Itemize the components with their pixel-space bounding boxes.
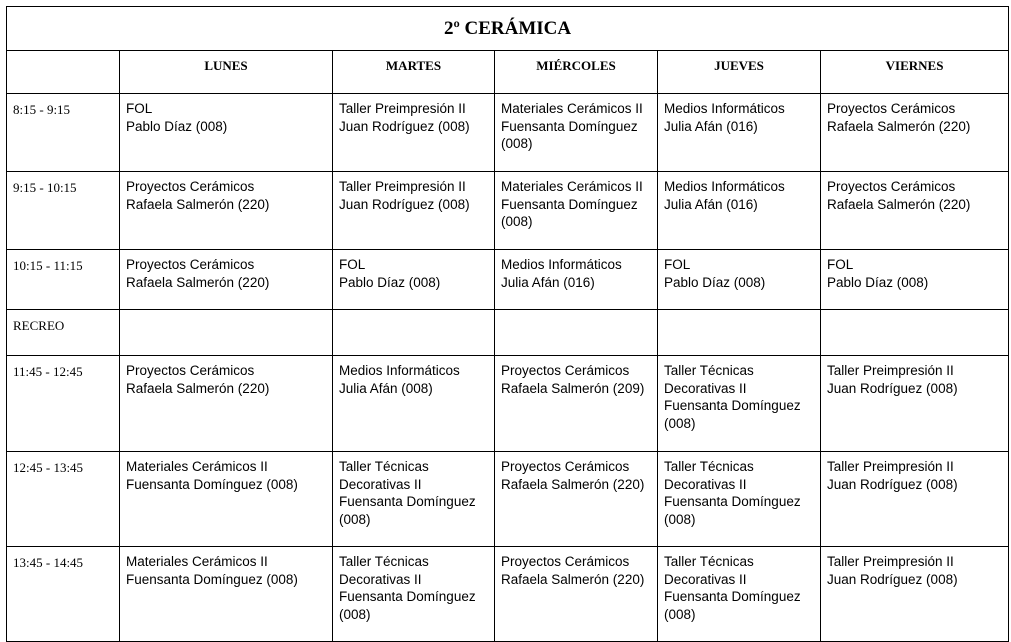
subject-name: Taller Técnicas Decorativas II xyxy=(664,554,754,587)
subject-name: Medios Informáticos xyxy=(339,363,460,378)
teacher-name: Juan Rodríguez (008) xyxy=(339,196,470,212)
subject-name: Proyectos Cerámicos xyxy=(827,179,956,194)
teacher-name: Rafaela Salmerón (220) xyxy=(501,476,645,492)
time-slot: 13:45 - 14:45 xyxy=(7,547,120,642)
subject-name: Taller Preimpresión II xyxy=(339,101,466,116)
teacher-name: Fuensanta Domínguez (008) xyxy=(664,589,801,622)
subject-name: Taller Técnicas Decorativas II xyxy=(664,459,754,492)
class-cell-empty xyxy=(333,310,495,356)
class-cell xyxy=(333,172,495,250)
class-cell xyxy=(333,250,495,310)
teacher-name: Julia Afán (016) xyxy=(664,196,758,212)
subject-name: FOL xyxy=(339,257,366,272)
class-cell-empty xyxy=(495,310,658,356)
subject-name: Proyectos Cerámicos xyxy=(126,179,255,194)
teacher-name: Fuensanta Domínguez (008) xyxy=(501,196,638,229)
class-cell xyxy=(495,356,658,452)
teacher-name: Rafaela Salmerón (220) xyxy=(126,196,270,212)
table-row xyxy=(7,250,1009,310)
subject-name: Proyectos Cerámicos xyxy=(126,363,255,378)
subject-name: Medios Informáticos xyxy=(664,101,785,116)
table-row xyxy=(7,172,1009,250)
teacher-name: Pablo Díaz (008) xyxy=(664,274,766,290)
teacher-name: Fuensanta Domínguez (008) xyxy=(126,476,298,492)
class-cell xyxy=(658,547,821,642)
class-cell xyxy=(658,172,821,250)
class-cell xyxy=(658,356,821,452)
subject-name: Proyectos Cerámicos xyxy=(501,554,630,569)
class-cell xyxy=(120,547,333,642)
subject-name: Taller Técnicas Decorativas II xyxy=(664,363,754,396)
day-header-lunes: LUNES xyxy=(120,51,333,94)
timetable-title: 2º CERÁMICA xyxy=(7,7,1009,51)
teacher-name: Juan Rodríguez (008) xyxy=(827,571,958,587)
time-slot: 8:15 - 9:15 xyxy=(7,94,120,172)
class-cell xyxy=(333,547,495,642)
class-cell xyxy=(333,452,495,547)
subject-name: Materiales Cerámicos II xyxy=(501,179,643,194)
day-header-miercoles: MIÉRCOLES xyxy=(495,51,658,94)
corner-cell xyxy=(7,51,120,94)
class-cell xyxy=(333,94,495,172)
time-slot: 12:45 - 13:45 xyxy=(7,452,120,547)
class-cell xyxy=(821,172,1009,250)
subject-name: Taller Técnicas Decorativas II xyxy=(339,554,429,587)
subject-name: Taller Preimpresión II xyxy=(827,363,954,378)
class-cell-empty xyxy=(658,310,821,356)
class-cell xyxy=(658,250,821,310)
teacher-name: Rafaela Salmerón (209) xyxy=(501,380,645,396)
teacher-name: Pablo Díaz (008) xyxy=(339,274,441,290)
teacher-name: Fuensanta Domínguez (008) xyxy=(126,571,298,587)
class-cell xyxy=(495,547,658,642)
subject-name: FOL xyxy=(664,257,691,272)
table-row xyxy=(7,356,1009,452)
class-cell xyxy=(495,94,658,172)
time-slot: 9:15 - 10:15 xyxy=(7,172,120,250)
teacher-name: Julia Afán (008) xyxy=(339,380,433,396)
class-cell xyxy=(495,452,658,547)
subject-name: Materiales Cerámicos II xyxy=(126,554,268,569)
subject-name: Proyectos Cerámicos xyxy=(827,101,956,116)
day-header-row xyxy=(7,51,1009,94)
class-cell-empty xyxy=(821,310,1009,356)
teacher-name: Rafaela Salmerón (220) xyxy=(827,196,971,212)
teacher-name: Rafaela Salmerón (220) xyxy=(126,380,270,396)
table-row xyxy=(7,452,1009,547)
table-row xyxy=(7,94,1009,172)
table-row-break xyxy=(7,310,1009,356)
teacher-name: Fuensanta Domínguez (008) xyxy=(339,589,476,622)
class-cell xyxy=(120,452,333,547)
teacher-name: Rafaela Salmerón (220) xyxy=(501,571,645,587)
table-row xyxy=(7,547,1009,642)
class-cell xyxy=(821,356,1009,452)
day-header-viernes: VIERNES xyxy=(821,51,1009,94)
class-cell xyxy=(821,250,1009,310)
teacher-name: Juan Rodríguez (008) xyxy=(339,118,470,134)
subject-name: Taller Preimpresión II xyxy=(827,554,954,569)
class-cell-empty xyxy=(120,310,333,356)
teacher-name: Julia Afán (016) xyxy=(501,274,595,290)
class-cell xyxy=(120,94,333,172)
class-cell xyxy=(821,94,1009,172)
teacher-name: Fuensanta Domínguez (008) xyxy=(664,398,801,431)
timetable xyxy=(6,6,1009,642)
subject-name: FOL xyxy=(827,257,854,272)
teacher-name: Rafaela Salmerón (220) xyxy=(827,118,971,134)
teacher-name: Fuensanta Domínguez (008) xyxy=(664,494,801,527)
class-cell xyxy=(821,452,1009,547)
time-slot: 10:15 - 11:15 xyxy=(7,250,120,310)
class-cell xyxy=(120,172,333,250)
teacher-name: Fuensanta Domínguez (008) xyxy=(501,118,638,151)
teacher-name: Fuensanta Domínguez (008) xyxy=(339,494,476,527)
teacher-name: Juan Rodríguez (008) xyxy=(827,476,958,492)
subject-name: Taller Preimpresión II xyxy=(827,459,954,474)
class-cell xyxy=(658,94,821,172)
subject-name: Proyectos Cerámicos xyxy=(501,363,630,378)
subject-name: Taller Preimpresión II xyxy=(339,179,466,194)
class-cell xyxy=(333,356,495,452)
teacher-name: Juan Rodríguez (008) xyxy=(827,380,958,396)
subject-name: Materiales Cerámicos II xyxy=(501,101,643,116)
subject-name: Materiales Cerámicos II xyxy=(126,459,268,474)
class-cell xyxy=(821,547,1009,642)
subject-name: Medios Informáticos xyxy=(501,257,622,272)
subject-name: FOL xyxy=(126,101,153,116)
class-cell xyxy=(495,172,658,250)
subject-name: Proyectos Cerámicos xyxy=(126,257,255,272)
class-cell xyxy=(495,250,658,310)
teacher-name: Pablo Díaz (008) xyxy=(827,274,929,290)
day-header-martes: MARTES xyxy=(333,51,495,94)
time-slot: RECREO xyxy=(7,310,120,356)
subject-name: Taller Técnicas Decorativas II xyxy=(339,459,429,492)
subject-name: Proyectos Cerámicos xyxy=(501,459,630,474)
teacher-name: Pablo Díaz (008) xyxy=(126,118,228,134)
class-cell xyxy=(658,452,821,547)
teacher-name: Rafaela Salmerón (220) xyxy=(126,274,270,290)
time-slot: 11:45 - 12:45 xyxy=(7,356,120,452)
subject-name: Medios Informáticos xyxy=(664,179,785,194)
day-header-jueves: JUEVES xyxy=(658,51,821,94)
class-cell xyxy=(120,356,333,452)
teacher-name: Julia Afán (016) xyxy=(664,118,758,134)
class-cell xyxy=(120,250,333,310)
